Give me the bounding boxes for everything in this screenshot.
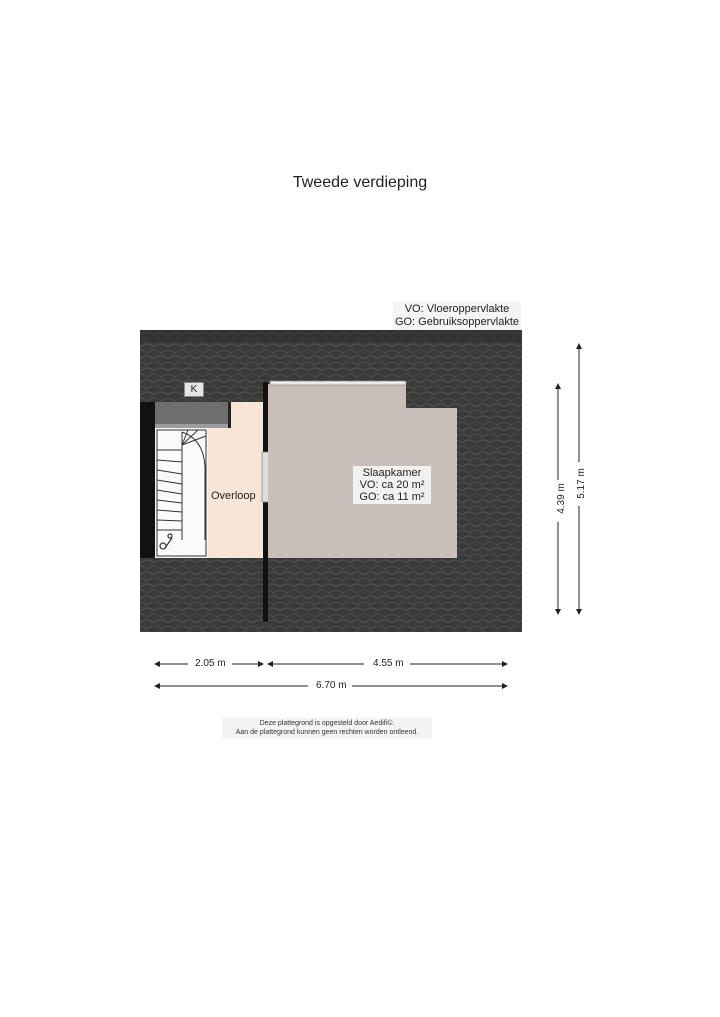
wall-left (140, 402, 155, 558)
room-label-k: K (184, 382, 204, 397)
dim-width-total: 6.70 m (313, 680, 350, 691)
slaapkamer-go: GO: ca 11 m² (359, 491, 425, 503)
dim-depth-inner: 4.39 m (556, 480, 567, 517)
staircase (157, 430, 206, 556)
door-opening (262, 452, 269, 502)
overloop-top (230, 402, 263, 430)
slaapkamer-name: Slaapkamer (362, 467, 422, 479)
disclaimer-line-2: Aan de plattegrond kunnen geen rechten worden ontleend. (235, 729, 419, 736)
disclaimer (222, 718, 432, 738)
dim-width-right: 4.55 m (370, 658, 407, 669)
wall-overloop-left (228, 402, 231, 428)
disclaimer-line-1: Deze plattegrond is opgesteld door Aedifi©. (259, 720, 395, 727)
slaapkamer-vo: VO: ca 20 m² (359, 479, 425, 491)
legend-line-go: GO: Gebruiksoppervlakte (394, 316, 520, 328)
roof-overlay-top (140, 330, 522, 342)
legend-line-vo: VO: Vloeroppervlakte (404, 303, 510, 315)
dim-width-left: 2.05 m (192, 658, 229, 669)
room-label-slaapkamer (353, 466, 431, 504)
page-title: Tweede verdieping (292, 174, 428, 191)
room-label-overloop: Overloop (211, 490, 256, 502)
dim-depth-total: 5.17 m (576, 465, 587, 502)
window-top (270, 381, 406, 385)
storage-k-edge (155, 424, 230, 428)
